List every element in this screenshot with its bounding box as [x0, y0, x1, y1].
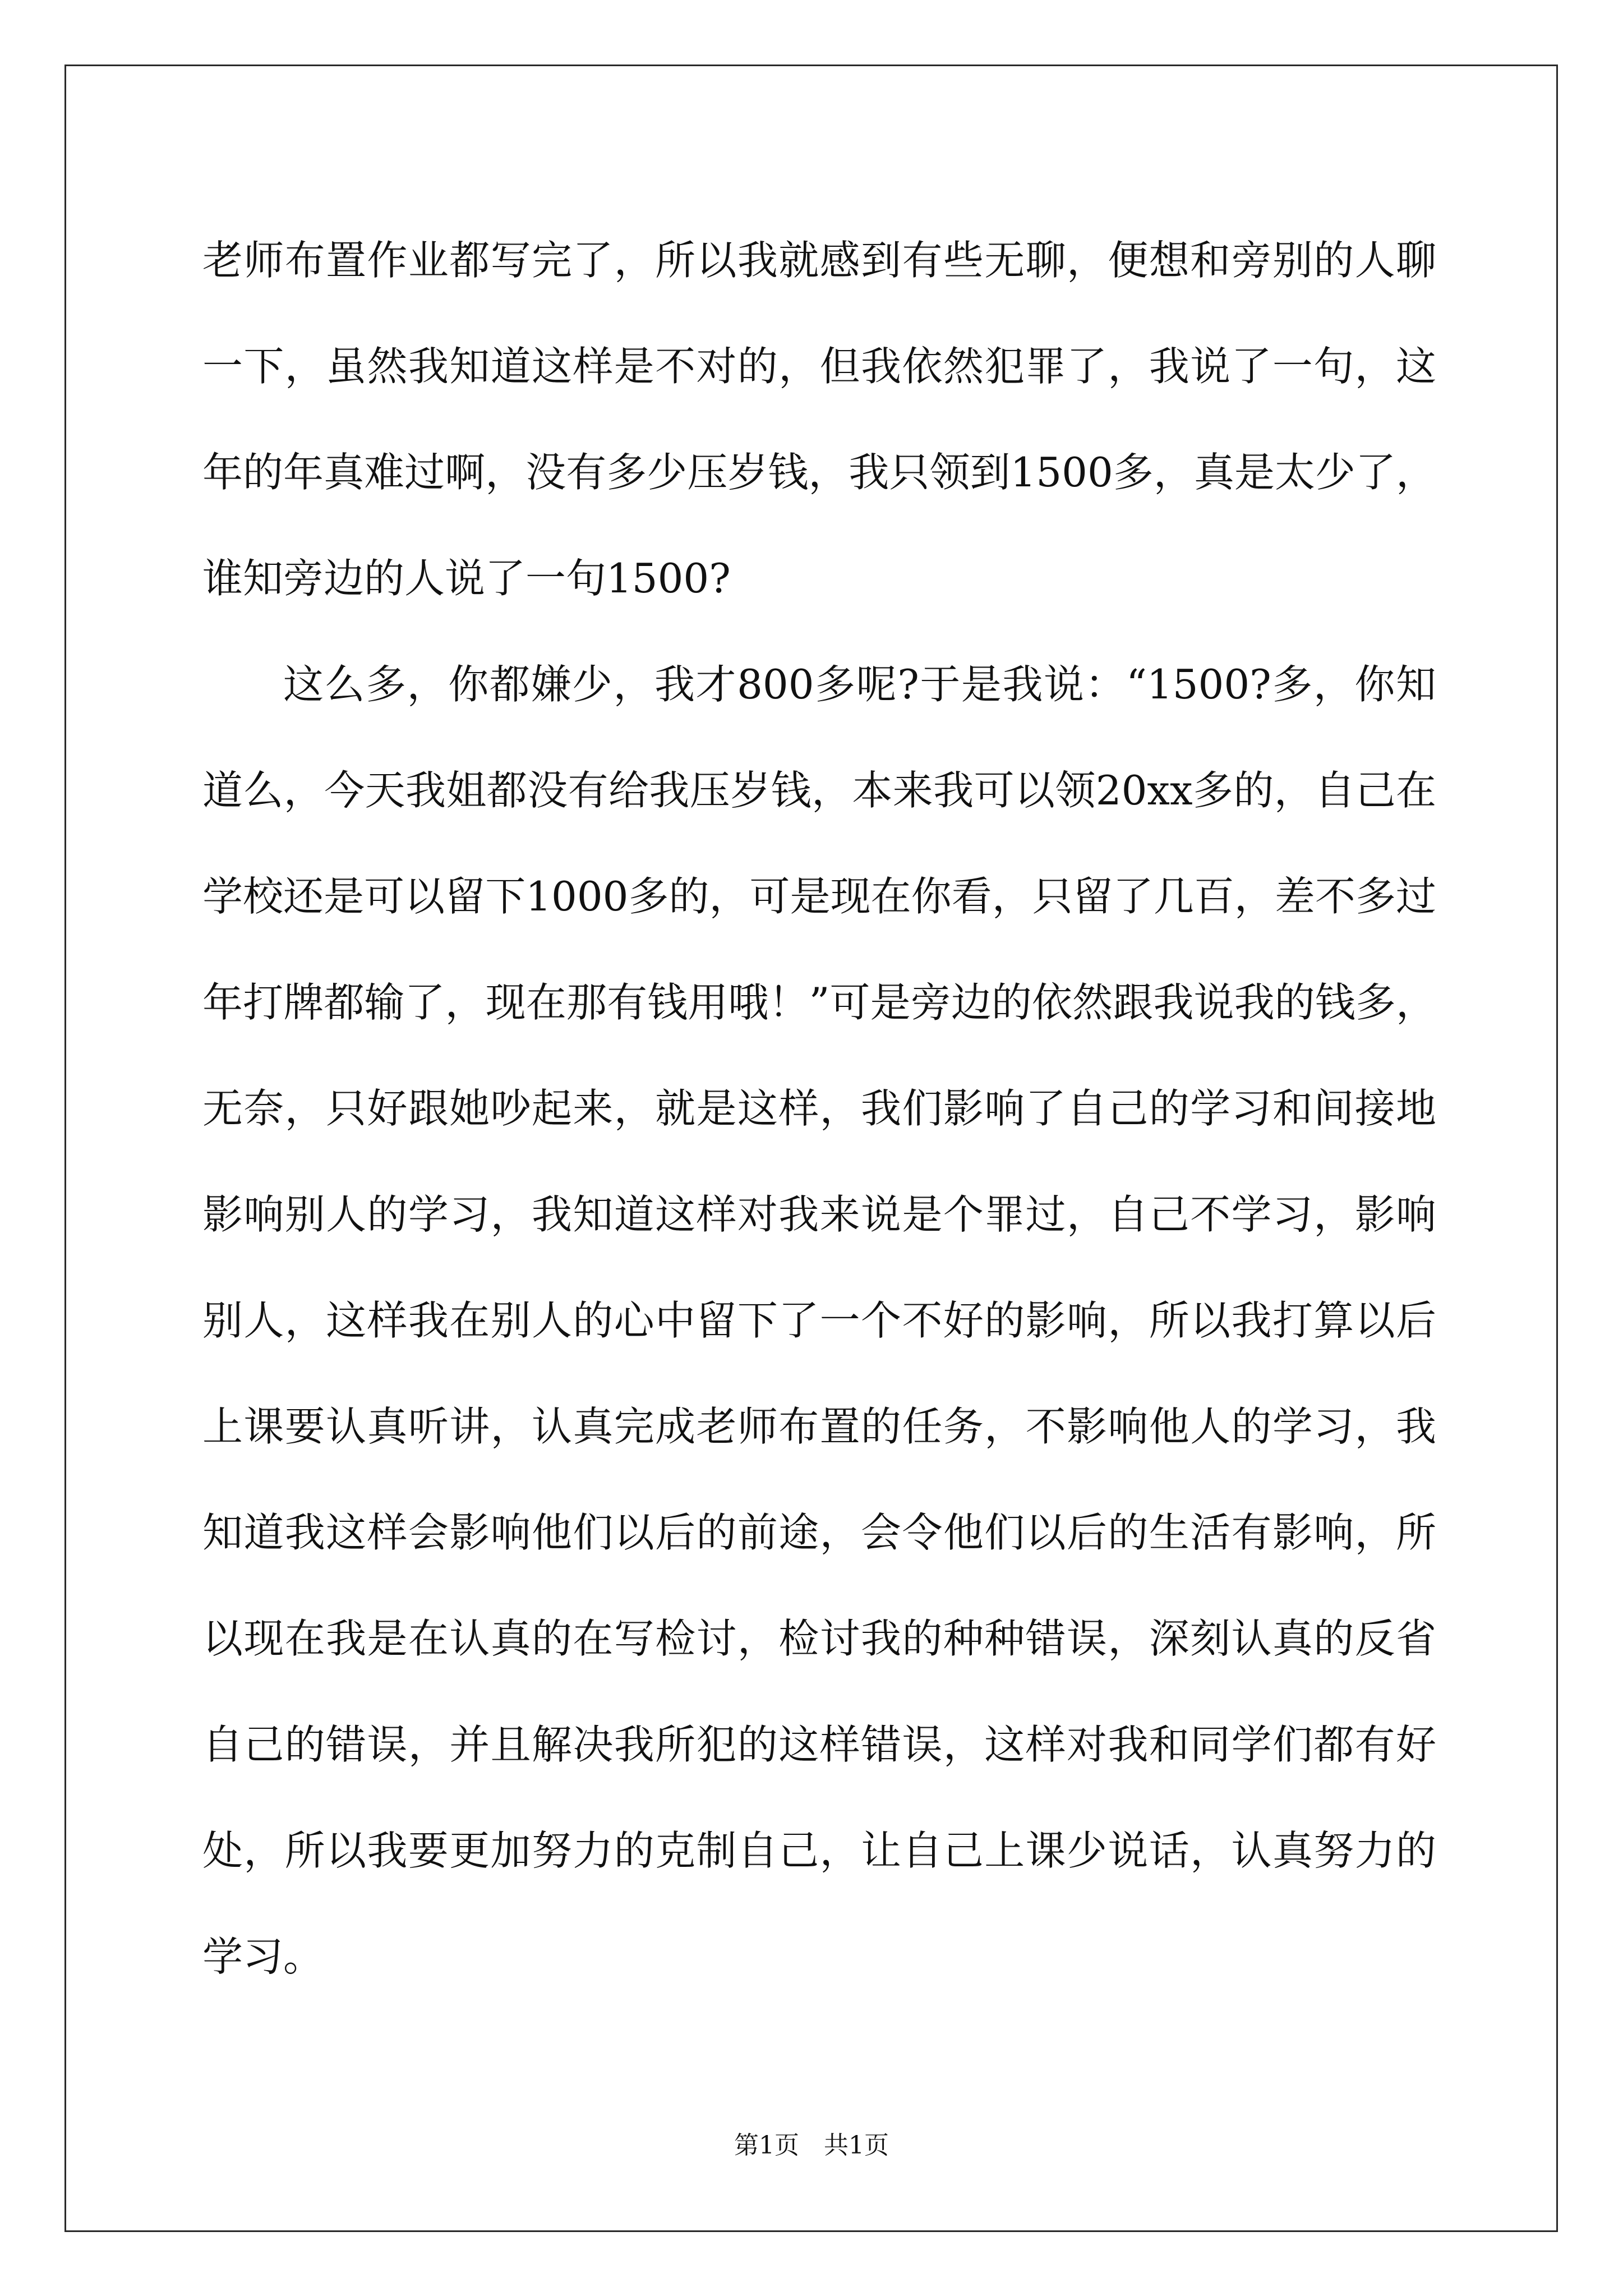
page-footer [0, 2129, 1623, 2162]
paragraph-2: 这么多，你都嫌少，我才800多呢?于是我说：“1500?多，你知道么，今天我姐都没有给我压岁钱，本来我可以领20xx多的，自己在学校还是可以留下1000多的，可是现在你看，只留了几百，差不多过年打牌都输了，现在那有钱用哦！”可是旁边的依然跟我说我的钱多，无奈，只好跟她吵起来，就是这样，我们影响了自己的学习和间接地影响别人的学习，我知道这样对我来说是个罪过，自己不学习，影响别人，这样我在别人的心中留下了一个不好的影响，所以我打算以后上课要认真听讲，认真完成老师布置的任务，不影响他人的学习，我知道我这样会影响他们以后的前途，会令他们以后的生活有影响，所以现在我是在认真的在写检讨，检讨我的种种错误，深刻认真的反省自己的错误，并且解决我所犯的这样错误，这样对我和同学们都有好处，所以我要更加努力的克制自己，让自己上课少说话，认真努力的学习。 [202, 661, 1436, 1980]
page-number-current: 第1页 [734, 2131, 799, 2160]
document-body [202, 208, 1436, 2010]
page-number-total: 共1页 [824, 2131, 889, 2160]
paragraph-1: 老师布置作业都写完了，所以我就感到有些无聊，便想和旁别的人聊一下，虽然我知道这样是不对的，但我依然犯罪了，我说了一句，这年的年真难过啊，没有多少压岁钱，我只领到1500多，真是太少了，谁知旁边的人说了一句1500? [202, 237, 1436, 602]
